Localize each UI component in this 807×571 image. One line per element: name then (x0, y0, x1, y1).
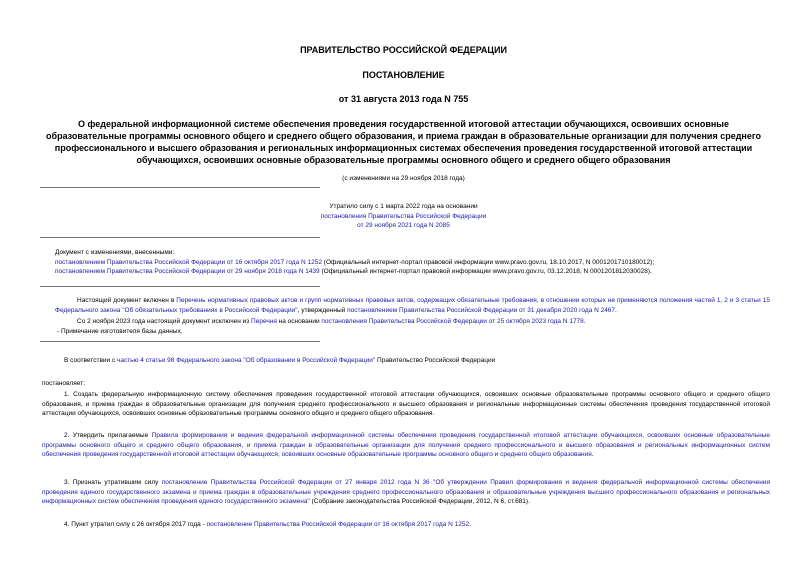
preamble: В соответствии с частью 4 статьи 98 Федерального закона "Об образовании в Российской Федерации" Правительство Российской Федерации (64, 357, 496, 364)
divider (40, 237, 320, 238)
item-2: 2. Утвердить прилагаемые Правила формирования и ведения федеральной информационной системы обеспечения проведения государственной итоговой аттестации обучающихся, освоивших основные образовательные программы основного общего и среднего общего образования, и приема граждан в образовательные организации для получения среднего профессионального и высшего образования и региональных информационных систем обеспечения проведения государственной итоговой аттестации обучающихся, освоивших основные образовательные программы основного общего и среднего общего образования. (42, 432, 770, 458)
exclusion-list-link[interactable]: Перечня (251, 318, 277, 325)
org-name: ПРАВИТЕЛЬСТВО РОССИЙСКОЙ ФЕДЕРАЦИИ (300, 45, 507, 55)
exclusion-paragraph: Со 2 ноября 2023 года настоящий документ исключен из Перечня на основании постановления Правительства Российской Федерации от 25 октября 2023 года N 1778. (77, 318, 586, 325)
item-1: 1. Создать федеральную информационную систему обеспечения проведения государственной итоговой аттестации обучающихся, освоивших основные образовательные программы основного общего и среднего общего образования, и приема граждан в образовательные организации для получения среднего профессионального и высшего образования и региональные информационные системы обеспечения проведения государственной итоговой аттестации обучающихся, освоивших основные образовательные программы основного общего и среднего общего образования. (42, 391, 770, 417)
inclusion-link[interactable]: Перечень нормативных правовых актов и групп нормативных правовых актов, содержащих обязательные требования, в отношении которых не применяются положения частей 1, 2 и 3 статьи 15 Федерального закона "Об обязательных требованиях в Российской Федерации" (55, 297, 770, 314)
doc-title: О федеральной информационной системе обеспечения проведения государственной итоговой аттестации обучающихся, освоивших основные образовательные программы основного общего и среднего общего образования, и приема граждан в образовательные организации для получения среднего профессионального и высшего образования и региональных информационных системах обеспечения проведения государственной итоговой аттестации обучающихся, освоивших основные образовательные программы основного общего и среднего общего образования (46, 119, 761, 165)
divider (40, 286, 320, 287)
law-link[interactable]: частью 4 статьи 98 Федерального закона "Об образовании в Российской Федерации" (117, 357, 376, 364)
db-note: - Примечание изготовителя базы данных. (57, 328, 183, 335)
divider (40, 341, 320, 342)
expired-link-1[interactable]: постановления Правительства Российской Федерации (320, 212, 487, 220)
doc-type: ПОСТАНОВЛЕНИЕ (362, 70, 445, 80)
expired-notice (0, 202, 807, 231)
repealed-act-link[interactable]: постановление Правительства Российской Федерации от 27 января 2012 года N 36 "Об утверждении Правил формирования и ведения федеральной информационной системы обеспечения проведения единого государственного экзамена и приема граждан в образовательные учреждения среднего профессионального образования и образовательные учреждения высшего профессионального образования и региональных информационных систем обеспечения проведения единого государственного экзамена" (42, 479, 770, 505)
item-4: 4. Пункт утратил силу с 26 октября 2017 года - постановление Правительства Российской Федерации от 16 октября 2017 года N 1252. (64, 521, 471, 528)
item-3: 3. Признать утратившим силу постановление Правительства Российской Федерации от 27 января 2012 года N 36 "Об утверждении Правил формирования и ведения федеральной информационной системы обеспечения проведения единого государственного экзамена и приема граждан в образовательные учреждения среднего профессионального образования и образовательные учреждения высшего профессионального образования и региональных информационных систем обеспечения проведения единого государственного экзамена" (Собрание законодательства Российской Федерации, 2012, N 6, ст.681). (42, 479, 770, 505)
changes-note: (с изменениями на 29 ноября 2018 года) (342, 175, 465, 182)
repeal-basis-link[interactable]: постановление Правительства Российской Федерации от 16 октября 2017 года N 1252 (206, 521, 470, 528)
amendment-link[interactable]: постановлением Правительства Российской Федерации от 29 ноября 2018 года N 1439 (55, 268, 320, 275)
amendments-intro: Документ с изменениями, внесенными: (55, 249, 175, 256)
amendment-item: постановлением Правительства Российской Федерации от 29 ноября 2018 года N 1439 (Официальный интернет-портал правовой информации www.pravo.gov.ru, 03.12.2018, N 0001201812030028). (55, 268, 652, 275)
expired-line: Утратило силу с 1 марта 2022 года на основании (329, 203, 478, 210)
exclusion-basis-link[interactable]: постановления Правительства Российской Федерации от 25 октября 2023 года N 1778 (321, 318, 584, 325)
amendments-block (55, 248, 770, 277)
rules-link[interactable]: Правила формирования и ведения федеральной информационной системы обеспечения проведения государственной итоговой аттестации обучающихся, освоивших основные образовательные программы основного общего и среднего общего образования, и приема граждан в образовательные организации для получения среднего профессионального и высшего образования и региональных информационных систем обеспечения проведения государственной итоговой аттестации обучающихся, освоивших основные образовательные программы основного общего и среднего общего образования (42, 432, 770, 458)
doc-date: от 31 августа 2013 года N 755 (338, 94, 469, 104)
divider (40, 187, 320, 188)
decides: постановляет: (42, 380, 85, 387)
inclusion-paragraph: Настоящий документ включен в Перечень нормативных правовых актов и групп нормативных правовых актов, содержащих обязательные требования, в отношении которых не применяются положения частей 1, 2 и 3 статьи 15 Федерального закона "Об обязательных требованиях в Российской Федерации", утвержденный постановлением Правительства Российской Федерации от 31 декабря 2020 года N 2467. (55, 297, 770, 314)
amendment-item: постановлением Правительства Российской Федерации от 16 октября 2017 года N 1252 (Официальный интернет-портал правовой информации www.pravo.gov.ru, 18.10.2017, N 0001201710180012); (55, 258, 655, 266)
inclusion-approval-link[interactable]: постановлением Правительства Российской Федерации от 31 декабря 2020 года N 2467 (347, 306, 616, 314)
expired-link-2[interactable]: от 29 ноября 2021 года N 2085 (357, 222, 450, 229)
amendment-link[interactable]: постановлением Правительства Российской Федерации от 16 октября 2017 года N 1252 (55, 258, 322, 266)
